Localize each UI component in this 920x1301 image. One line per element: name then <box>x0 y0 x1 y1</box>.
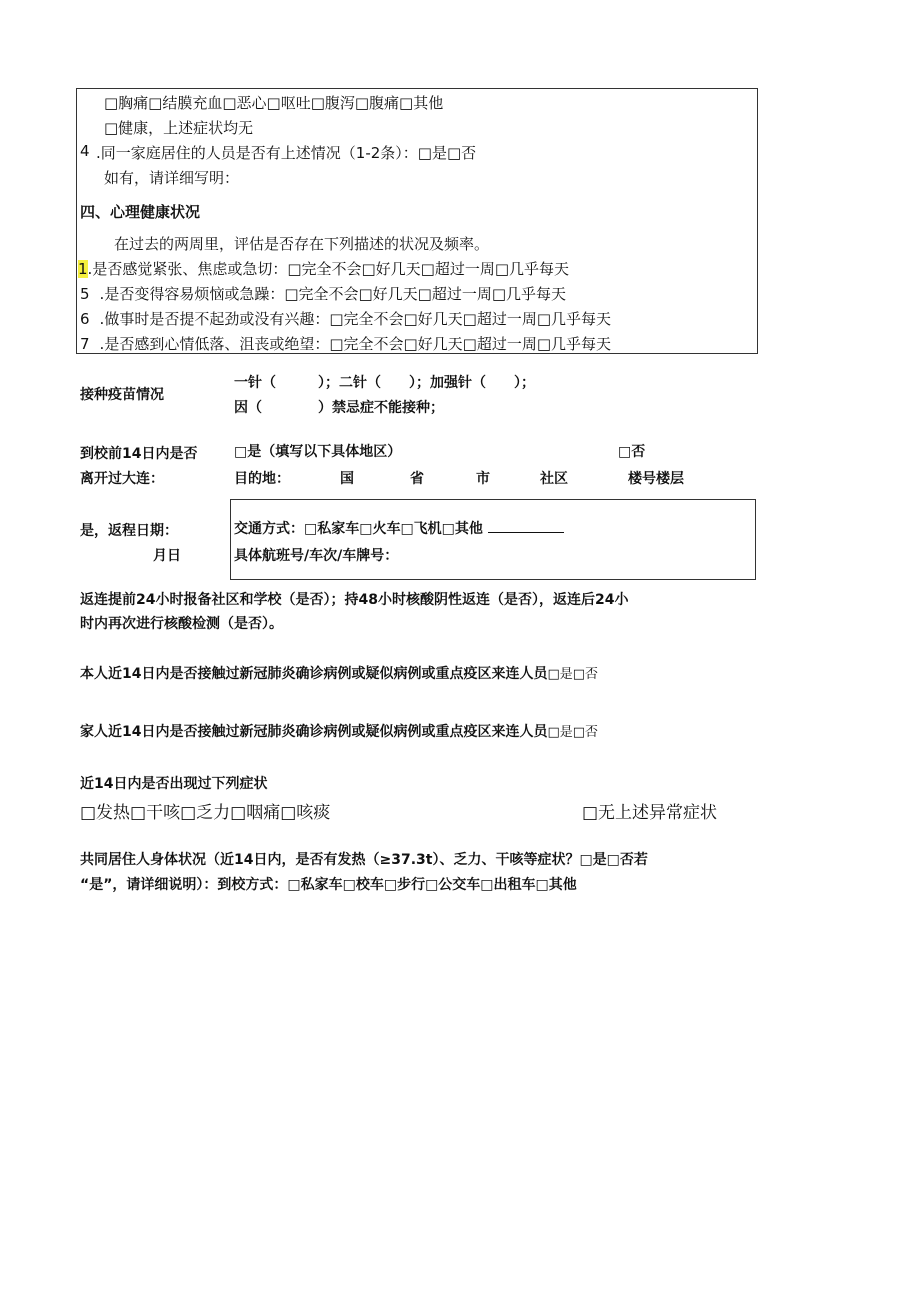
return-date-month-day[interactable]: 月日 <box>153 548 181 564</box>
mental-item-1 <box>78 258 569 279</box>
item-text: .是否感觉紧张、焦虑或急切：□完全不会□好几天□超过一周□几乎每天 <box>87 260 570 278</box>
travel-yes-checkbox[interactable]: □是（填写以下具体地区） <box>234 444 402 460</box>
family-contact-question <box>80 721 598 741</box>
report-requirement-line1: 返连提前24小时报备社区和学校（是否）；持48小时核酸阴性返连（是否），返连后24小 <box>80 592 629 608</box>
item-number: 6 <box>80 310 90 328</box>
travel-label-line1: 到校前14日内是否 <box>80 446 198 462</box>
item-number: 1 <box>78 260 88 278</box>
destination-city-field[interactable]: 市 <box>476 471 490 487</box>
destination-label: 目的地： <box>234 471 290 487</box>
report-requirement-line2: 时内再次进行核酸检测（是否）。 <box>80 616 283 632</box>
self-contact-text: 本人近14日内是否接触过新冠肺炎确诊病例或疑似病例或重点疫区来连人员 <box>80 666 548 682</box>
question-4-text: .同一家庭居住的人员是否有上述情况（1-2条）：□是□否 <box>96 144 477 162</box>
travel-no-checkbox[interactable]: □否 <box>618 444 646 460</box>
destination-country-field[interactable]: 国 <box>340 471 354 487</box>
question-4-detail: 如有，请详细写明： <box>104 169 240 187</box>
mental-item-3 <box>80 308 611 329</box>
no-symptoms-option[interactable]: □无上述异常症状 <box>582 803 718 823</box>
mental-health-heading: 四、心理健康状况 <box>80 203 201 221</box>
vaccine-label: 接种疫苗情况 <box>80 387 164 403</box>
transport-mode-line[interactable] <box>234 518 564 538</box>
destination-province-field[interactable]: 省 <box>410 471 424 487</box>
mental-item-4 <box>80 333 611 354</box>
item-number: 7 <box>80 335 90 353</box>
symptoms-options[interactable]: □发热□干咳□乏力□咽痛□咳痰 <box>80 803 331 823</box>
item-text: .做事时是否提不起劲或没有兴趣：□完全不会□好几天□超过一周□几乎每天 <box>99 310 612 328</box>
mental-item-2 <box>80 283 566 304</box>
self-contact-question <box>80 663 598 683</box>
self-contact-options[interactable]: □是□否 <box>547 667 599 682</box>
travel-label-line2: 离开过大连： <box>80 471 164 487</box>
family-contact-text: 家人近14日内是否接触过新冠肺炎确诊病例或疑似病例或重点疫区来连人员 <box>80 724 548 740</box>
other-transport-blank[interactable] <box>488 518 564 533</box>
question-4-number: 4 <box>80 142 90 160</box>
mental-health-intro: 在过去的两周里，评估是否存在下列描述的状况及频率。 <box>114 235 490 253</box>
symptom-options-line: □胸痛□结膜充血□恶心□呕吐□腹泻□腹痛□其他 <box>104 94 444 112</box>
item-text: .是否变得容易烦恼或急躁：□完全不会□好几天□超过一周□几乎每天 <box>99 285 567 303</box>
transport-options[interactable]: 交通方式：□私家车□火车□飞机□其他 <box>234 521 483 537</box>
return-transport-box <box>230 499 756 580</box>
healthy-option-line: □健康，上述症状均无 <box>104 119 254 137</box>
item-text: .是否感到心情低落、沮丧或绝望：□完全不会□好几天□超过一周□几乎每天 <box>99 335 612 353</box>
family-contact-options[interactable]: □是□否 <box>547 725 599 740</box>
vaccine-doses-line[interactable]: 一针（ ）；二针（ ）；加强针（ ）； <box>234 375 535 391</box>
item-number: 5 <box>80 285 90 303</box>
flight-number-label[interactable]: 具体航班号/车次/车牌号： <box>234 548 399 564</box>
cohabitant-question-line1: 共同居住人身体状况（近14日内，是否有发热（≥37.3t）、乏力、干咳等症状？□是□否若 <box>80 852 648 868</box>
vaccine-contraindication-line[interactable]: 因（ ）禁忌症不能接种； <box>234 400 444 416</box>
destination-community-field[interactable]: 社区 <box>540 471 568 487</box>
cohabitant-question-line2[interactable]: “是”，请详细说明）：到校方式：□私家车□校车□步行□公交车□出租车□其他 <box>80 877 577 893</box>
return-date-label: 是，返程日期： <box>80 523 178 539</box>
symptoms-heading: 近14日内是否出现过下列症状 <box>80 776 268 792</box>
destination-building-field[interactable]: 楼号楼层 <box>628 471 684 487</box>
